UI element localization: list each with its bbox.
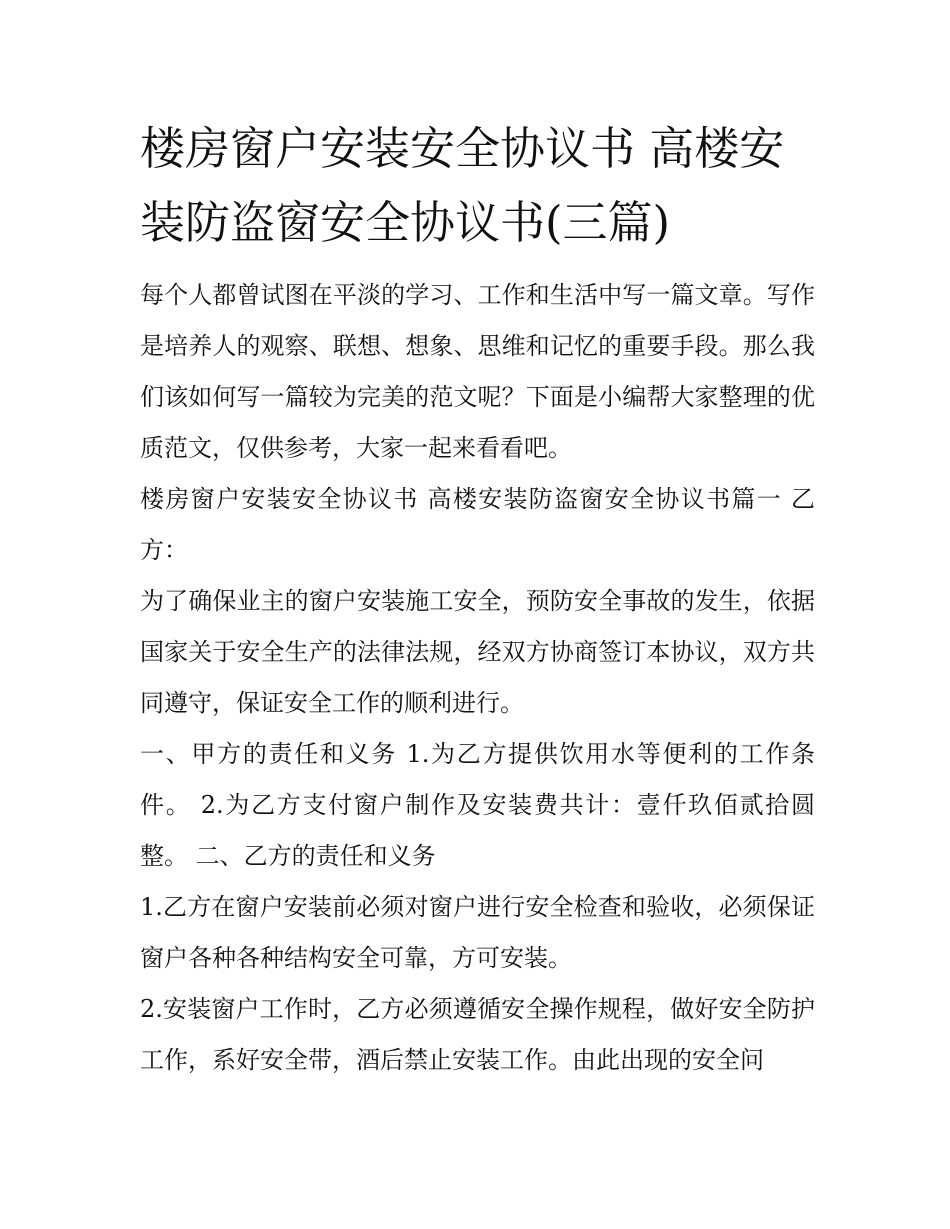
paragraph-heading-part-one: 楼房窗户安装安全协议书 高楼安装防盗窗安全协议书篇一 乙方：	[140, 485, 815, 564]
paragraph-purpose: 为了确保业主的窗户安装施工安全，预防安全事故的发生，依据国家关于安全生产的法律法规，经双方协商签订本协议，双方共同遵守，保证安全工作的顺利进行。	[140, 587, 815, 717]
paragraph-intro: 每个人都曾试图在平淡的学习、工作和生活中写一篇文章。写作是培养人的观察、联想、想象、思维和记忆的重要手段。那么我们该如何写一篇较为完美的范文呢？下面是小编帮大家整理的优质范文，仅供参考，大家一起来看看吧。	[140, 281, 815, 462]
paragraph-party-b-item-1: 1.乙方在窗户安装前必须对窗户进行安全检查和验收，必须保证窗户各种各种结构安全可靠，方可安装。	[140, 893, 815, 972]
document-body	[140, 112, 815, 1086]
document-title: 楼房窗户安装安全协议书 高楼安装防盗窗安全协议书(三篇)	[140, 122, 785, 249]
paragraph-party-a-duties: 一、甲方的责任和义务 1.为乙方提供饮用水等便利的工作条件。 2.为乙方支付窗户制作及安装费共计：壹仟玖佰贰拾圆整。 二、乙方的责任和义务	[140, 740, 815, 870]
paragraph-party-b-item-2: 2.安装窗户工作时，乙方必须遵循安全操作规程，做好安全防护工作，系好安全带，酒后禁止安装工作。由此出现的安全问	[140, 995, 815, 1074]
